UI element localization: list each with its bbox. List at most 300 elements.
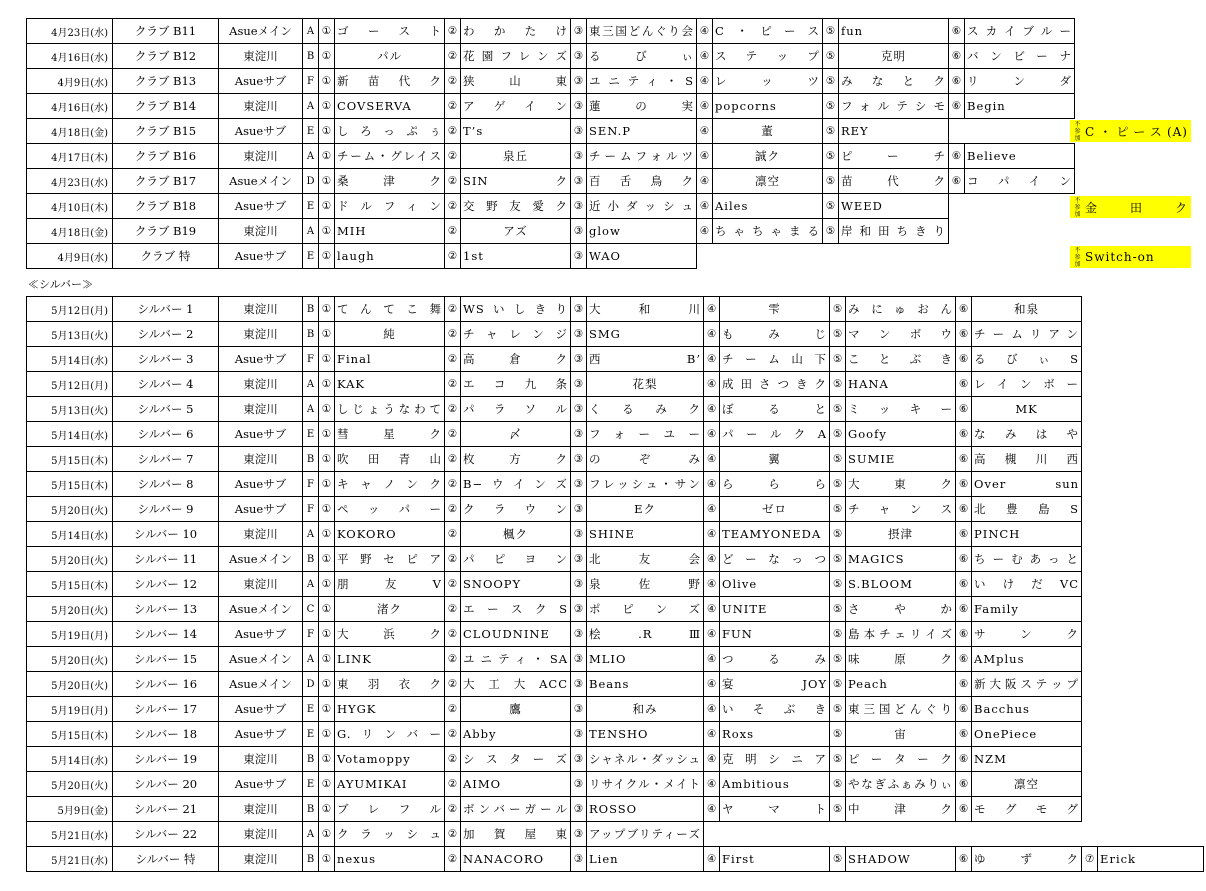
venue: 東淀川 [219,219,303,244]
team-name: Roxs [720,722,830,747]
venue: 東淀川 [219,397,303,422]
team-number: ⑥ [949,144,965,169]
team-number: ② [445,497,461,522]
team-name: 吹田青山 [335,447,445,472]
group-name: シルバー 3 [113,347,219,372]
match-date: 5月14日(水) [27,422,113,447]
empty-cell [1098,522,1204,547]
team-number: ② [445,572,461,597]
team-name: KOKORO [335,522,445,547]
team-number: ② [445,597,461,622]
team-name: PINCH [972,522,1082,547]
team-number: ③ [571,797,587,822]
team-number: ⑤ [830,597,846,622]
empty-cell [1075,219,1091,244]
team-number: ⑥ [956,297,972,322]
team-number: ② [445,94,461,119]
team-number: ② [445,522,461,547]
team-number: ② [445,119,461,144]
schedule-row [27,297,1204,322]
team-name: WEED [839,194,949,219]
team-number: ③ [571,597,587,622]
team-number: ⑥ [956,347,972,372]
absence-tag: 不参加 [1074,246,1082,268]
team-name: どーなっつ [720,547,830,572]
team-name: 朋友V [335,572,445,597]
match-date: 5月19日(月) [27,622,113,647]
team-name: 狭山東 [461,69,571,94]
team-name: 花梨 [587,372,704,397]
team-name: 蓮の実 [587,94,697,119]
match-date: 5月19日(月) [27,697,113,722]
team-name: 克明 [839,44,949,69]
empty-cell [1082,747,1098,772]
team-name: ドルフィン [335,194,445,219]
schedule-row [27,94,1197,119]
empty-cell [949,219,965,244]
group-name: シルバー 特 [113,847,219,872]
group-name: シルバー 4 [113,372,219,397]
match-date: 5月20日(火) [27,647,113,672]
team-name: クラウン [461,497,571,522]
team-name: 泉佐野 [587,572,704,597]
schedule-row [27,647,1204,672]
court-letter: A [303,219,319,244]
team-number: ① [319,119,335,144]
team-name: バンビーナ [965,44,1075,69]
schedule-row [27,847,1204,872]
team-number: ① [319,697,335,722]
team-name: T’s [461,119,571,144]
empty-cell [1075,69,1091,94]
team-name: Ailes [713,194,823,219]
team-number: ① [319,447,335,472]
team-name: チーム山下 [720,347,830,372]
team-number: ④ [704,472,720,497]
team-name: レッツ [713,69,823,94]
team-name: 渚ク [335,597,445,622]
team-number: ⑤ [830,672,846,697]
team-name: REY [839,119,949,144]
schedule-row [27,19,1197,44]
team-name: 摂津 [846,522,956,547]
team-number: ③ [571,772,587,797]
match-date: 5月15日(木) [27,447,113,472]
team-name: NANACORO [461,847,571,872]
team-number: ⑤ [830,347,846,372]
team-name: 宙 [846,722,956,747]
team-name: 島本チェリイズ [846,622,956,647]
team-number: ③ [571,69,587,94]
group-name: クラブ 特 [113,244,219,269]
team-name: アゲイン [461,94,571,119]
team-name: 新苗代ク [335,69,445,94]
venue: 東淀川 [219,522,303,547]
team-number: ⑤ [823,119,839,144]
team-number: ② [445,194,461,219]
team-name: SMG [587,322,704,347]
team-name: 桑津ク [335,169,445,194]
group-name: クラブ B16 [113,144,219,169]
team-number: ① [319,747,335,772]
team-number: ④ [697,94,713,119]
team-number: ⑦ [1082,847,1098,872]
team-number: ③ [571,547,587,572]
team-number: ③ [571,44,587,69]
team-number: ⑥ [949,69,965,94]
match-date: 4月23日(水) [27,169,113,194]
empty-cell [1098,697,1204,722]
empty-cell [949,194,965,219]
team-number: ③ [571,169,587,194]
team-name: Beans [587,672,704,697]
team-name: MAGICS [846,547,956,572]
court-letter: D [303,672,319,697]
team-number: ③ [571,722,587,747]
team-name: パールクA [720,422,830,447]
team-number: ⑤ [823,44,839,69]
team-number: ④ [704,647,720,672]
team-name: フレッシュ・サン [587,472,704,497]
team-name: エースクS [461,597,571,622]
group-name: シルバー 20 [113,772,219,797]
venue: 東淀川 [219,372,303,397]
team-number: ④ [704,347,720,372]
court-letter: E [303,194,319,219]
empty-cell [1082,397,1098,422]
venue: 東淀川 [219,44,303,69]
team-number: ⑤ [830,572,846,597]
team-number: ① [319,194,335,219]
team-name: 近小ダッシュ [587,194,697,219]
team-name: ROSSO [587,797,704,822]
team-number: ③ [571,672,587,697]
team-number: ② [445,547,461,572]
team-name: るびぃS [972,347,1082,372]
match-date: 5月15日(木) [27,472,113,497]
team-number: ⑥ [956,397,972,422]
team-name: SEN.P [587,119,697,144]
team-name: 北豊島S [972,497,1082,522]
team-number: ④ [704,797,720,822]
schedule-row [27,522,1204,547]
venue: 東淀川 [219,797,303,822]
team-name: マンボウ [846,322,956,347]
group-name: シルバー 5 [113,397,219,422]
team-name: UNITE [720,597,830,622]
team-number: ④ [697,194,713,219]
team-name: さやか [846,597,956,622]
team-number: ⑥ [956,772,972,797]
empty-cell [1075,94,1091,119]
court-letter: B [303,447,319,472]
team-number: ⑤ [830,447,846,472]
empty-cell [1075,44,1091,69]
empty-cell [1098,397,1204,422]
team-name: ユニティ・SA [461,647,571,672]
empty-cell [1098,472,1204,497]
empty-cell [1075,19,1091,44]
absence-team: Switch-on [1085,250,1155,264]
team-number: ③ [571,322,587,347]
venue: 東淀川 [219,747,303,772]
team-name: エコ九条 [461,372,571,397]
absence-team: 金田ク [1085,200,1188,215]
team-number: ① [319,372,335,397]
court-letter: A [303,647,319,672]
team-name: popcorns [713,94,823,119]
team-name: てんてこ舞 [335,297,445,322]
team-number: ② [445,772,461,797]
group-name: シルバー 18 [113,722,219,747]
team-number: ① [319,672,335,697]
team-name: 1st [461,244,571,269]
team-name: 高槻川西 [972,447,1082,472]
team-number: ④ [697,219,713,244]
team-name: S.BLOOM [846,572,956,597]
team-number: ⑤ [830,722,846,747]
team-number: ⑤ [830,697,846,722]
match-date: 4月23日(水) [27,19,113,44]
team-number: ① [319,647,335,672]
team-name: SUMIE [846,447,956,472]
team-number: ④ [704,322,720,347]
group-name: シルバー 21 [113,797,219,822]
team-name: TEAMYONEDA [720,522,830,547]
team-number: ⑥ [956,447,972,472]
empty-cell [1082,497,1098,522]
team-number: ③ [571,847,587,872]
team-number: ⑥ [949,169,965,194]
team-name: COVSERVA [335,94,445,119]
team-number: ③ [571,19,587,44]
team-number: ① [319,822,335,847]
empty-cell [1091,169,1197,194]
empty-cell [1098,822,1204,847]
team-name: 苗代ク [839,169,949,194]
match-date: 4月9日(水) [27,69,113,94]
team-number: ⑥ [956,597,972,622]
team-name: るびぃ [587,44,697,69]
team-name: ららら [720,472,830,497]
team-number: ① [319,622,335,647]
team-number: ⑥ [949,44,965,69]
team-number: ② [445,219,461,244]
empty-cell [1098,622,1204,647]
match-date: 4月18日(金) [27,119,113,144]
court-letter: D [303,169,319,194]
team-name: 泉丘 [461,144,571,169]
empty-cell [1082,822,1098,847]
absence-team: C・ピース(A) [1085,124,1188,139]
team-name: Final [335,347,445,372]
team-number: ① [319,597,335,622]
team-name: 克明シニア [720,747,830,772]
team-name: ことぶき [846,347,956,372]
team-number: ① [319,69,335,94]
schedule-row [27,472,1204,497]
team-name: 雫 [720,297,830,322]
team-number: ① [319,219,335,244]
team-name: チームフォルツ [587,144,697,169]
team-number: ③ [571,572,587,597]
team-name: ぼると [720,397,830,422]
team-name: glow [587,219,697,244]
court-letter: B [303,847,319,872]
silver-section-label: ≪シルバー≫ [28,278,93,291]
team-number: ⑤ [830,772,846,797]
team-number: ④ [704,547,720,572]
team-number: ⑤ [823,219,839,244]
team-number: ② [445,422,461,447]
empty-cell [1098,722,1204,747]
team-name: LINK [335,647,445,672]
team-name: HANA [846,372,956,397]
group-name: シルバー 7 [113,447,219,472]
empty-cell [1082,447,1098,472]
team-name: フォーユー [587,422,704,447]
team-number: ① [319,772,335,797]
court-letter: A [303,19,319,44]
silver-schedule-table [26,296,1204,872]
team-name: 和泉 [972,297,1082,322]
venue: Asueサブ [219,622,303,647]
team-number: ② [445,244,461,269]
group-name: クラブ B15 [113,119,219,144]
team-name: KAK [335,372,445,397]
schedule-row [27,372,1204,397]
team-name: いそぶき [720,697,830,722]
team-name: ちーむあっと [972,547,1082,572]
empty-cell [949,244,965,269]
schedule-row [27,672,1204,697]
team-name: Abby [461,722,571,747]
team-number: ⑤ [830,622,846,647]
team-number: ② [445,822,461,847]
absence-tag: 不参加 [1074,120,1082,142]
court-letter: C [303,597,319,622]
venue: Asueメイン [219,672,303,697]
group-name: シルバー 13 [113,597,219,622]
team-name: SHADOW [846,847,956,872]
team-name: 百舌鳥ク [587,169,697,194]
venue: 東淀川 [219,322,303,347]
team-number: ① [319,547,335,572]
team-name: パラソル [461,397,571,422]
court-letter: A [303,144,319,169]
team-name: みなとク [839,69,949,94]
team-name: チームリアン [972,322,1082,347]
team-name: のぞみ [587,447,704,472]
team-name: First [720,847,830,872]
schedule-row [27,144,1197,169]
team-name: G.リンバー [335,722,445,747]
team-number: ④ [704,572,720,597]
court-letter: E [303,422,319,447]
team-name: みにゅおん [846,297,956,322]
team-number: ① [319,797,335,822]
venue: 東淀川 [219,847,303,872]
court-letter: A [303,522,319,547]
empty-cell [956,822,972,847]
venue: Asueサブ [219,347,303,372]
team-name: コパイン [965,169,1075,194]
team-name: スカイブルー [965,19,1075,44]
team-name: 北友会 [587,547,704,572]
team-name: 東三国どんぐり会 [587,19,697,44]
absence-note [1070,246,1191,268]
group-name: クラブ B19 [113,219,219,244]
empty-cell [1082,522,1098,547]
team-number: ④ [704,697,720,722]
empty-cell [823,244,839,269]
match-date: 4月18日(金) [27,219,113,244]
team-name: ピーチ [839,144,949,169]
venue: Asueサブ [219,422,303,447]
group-name: クラブ B14 [113,94,219,119]
schedule-row [27,722,1204,747]
team-name: Family [972,597,1082,622]
team-number: ⑤ [830,422,846,447]
empty-cell [965,244,1075,269]
match-date: 5月15日(木) [27,572,113,597]
group-name: クラブ B12 [113,44,219,69]
team-number: ③ [571,522,587,547]
team-number: ⑥ [956,322,972,347]
team-name: 凛空 [972,772,1082,797]
team-name: MK [972,397,1082,422]
empty-cell [949,119,965,144]
team-name: キャノンク [335,472,445,497]
venue: 東淀川 [219,822,303,847]
group-name: クラブ B13 [113,69,219,94]
empty-cell [697,244,713,269]
team-name: 味原ク [846,647,956,672]
team-number: ⑥ [956,647,972,672]
team-number: ③ [571,94,587,119]
court-letter: E [303,722,319,747]
team-number: ④ [704,622,720,647]
team-name: Lien [587,847,704,872]
venue: Asueメイン [219,169,303,194]
team-name: ミッキー [846,397,956,422]
team-number: ① [319,347,335,372]
team-number: ① [319,572,335,597]
empty-cell [720,822,830,847]
team-number: ① [319,94,335,119]
team-number: ② [445,347,461,372]
match-date: 5月20日(火) [27,597,113,622]
team-number: ⑥ [956,547,972,572]
team-number: ⑥ [956,372,972,397]
schedule-row [27,597,1204,622]
team-number: ③ [571,244,587,269]
team-name: 交野友愛ク [461,194,571,219]
team-number: ⑤ [830,747,846,772]
group-name: シルバー 1 [113,297,219,322]
team-name: 大工大ACC [461,672,571,697]
match-date: 5月15日(木) [27,722,113,747]
empty-cell [1091,94,1197,119]
team-name: CLOUDNINE [461,622,571,647]
team-name: 岸和田ちきり [839,219,949,244]
group-name: シルバー 12 [113,572,219,597]
team-name: ステップ [713,44,823,69]
team-number: ① [319,144,335,169]
team-number: ⑤ [830,797,846,822]
court-letter: A [303,572,319,597]
team-name: C・ピース [713,19,823,44]
